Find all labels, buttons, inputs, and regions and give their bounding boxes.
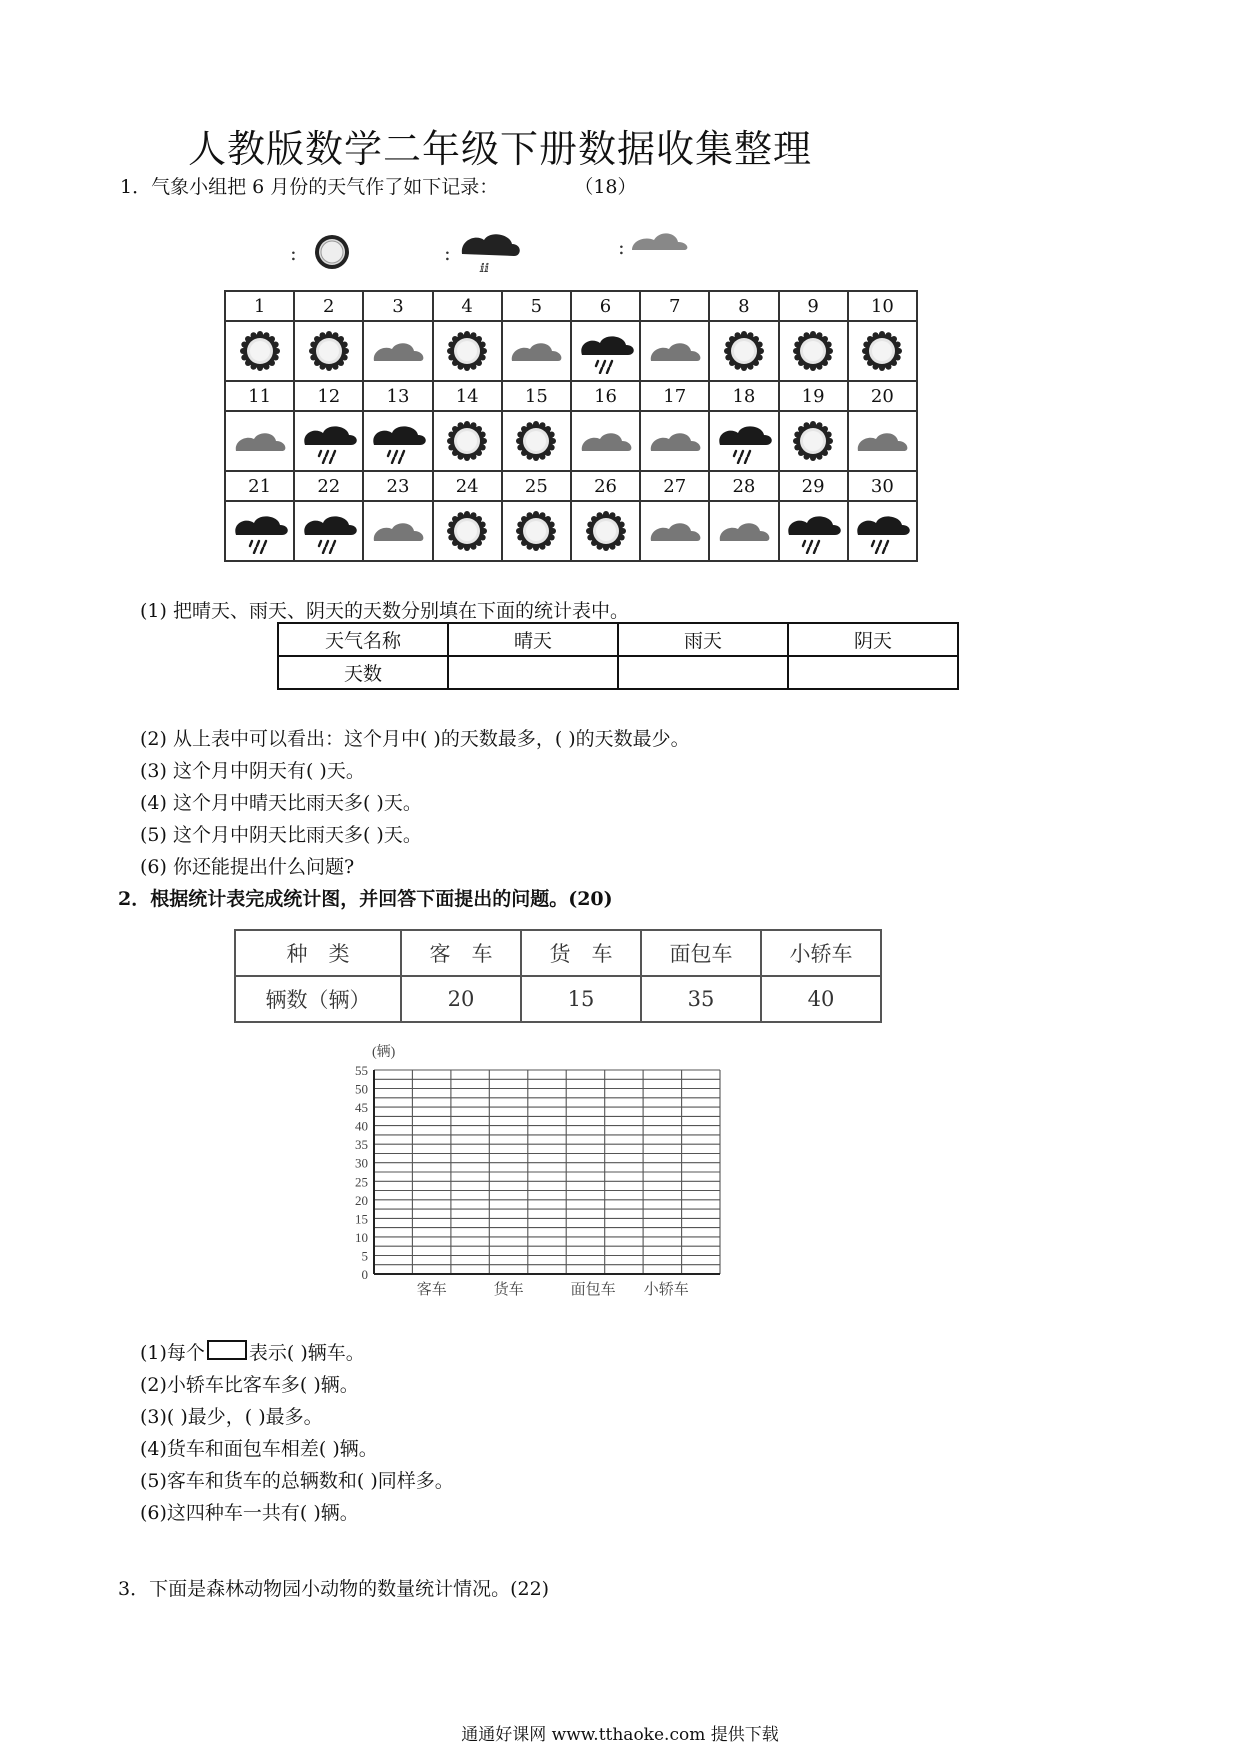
calendar-day-number: 21 xyxy=(225,471,294,501)
y-tick-label: 20 xyxy=(355,1192,368,1208)
y-tick-label: 55 xyxy=(355,1063,368,1078)
q1-sub3: (3) 这个月中阴天有( )天。 xyxy=(140,760,365,782)
calendar-day-number: 7 xyxy=(640,291,709,321)
calendar-day-number: 8 xyxy=(709,291,778,321)
sunny-icon xyxy=(290,235,349,269)
svg-text:ⅈⅈ: ⅈⅈ xyxy=(480,261,490,275)
q1-sub4: (4) 这个月中晴天比雨天多( )天。 xyxy=(140,792,422,814)
calendar-day-number: 9 xyxy=(779,291,848,321)
table-header-cell: 天气名称 xyxy=(278,623,448,656)
y-tick-label: 25 xyxy=(355,1174,368,1190)
footer-credit[interactable]: 通通好课网 www.tthaoke.com 提供下载 xyxy=(461,1725,779,1745)
table-header-row xyxy=(235,930,881,976)
calendar-day-row xyxy=(225,471,917,501)
calendar-day-number: 6 xyxy=(571,291,640,321)
cloudy-icon xyxy=(618,233,687,259)
calendar-day-number: 1 xyxy=(225,291,294,321)
calendar-day-number: 11 xyxy=(225,381,294,411)
q2-sub1 xyxy=(140,1338,365,1365)
calendar-day-number: 29 xyxy=(779,471,848,501)
sunny-icon xyxy=(439,418,495,464)
table-cell: 15 xyxy=(521,976,641,1022)
rainy-icon xyxy=(444,234,520,275)
weather-calendar xyxy=(224,290,918,562)
q2-sub1-prefix: (1)每个 xyxy=(140,1342,205,1364)
sunny-icon xyxy=(578,508,634,554)
cloudy-icon xyxy=(232,418,288,464)
calendar-day-number: 24 xyxy=(433,471,502,501)
cloudy-icon xyxy=(854,418,910,464)
cloudy-icon xyxy=(370,508,426,554)
answer-cell-sunny[interactable] xyxy=(448,656,618,689)
q1-sub6: (6) 你还能提出什么问题? xyxy=(140,856,355,878)
calendar-day-number: 28 xyxy=(709,471,778,501)
calendar-day-number: 23 xyxy=(363,471,432,501)
y-tick-label: 35 xyxy=(355,1137,368,1153)
sunny-icon xyxy=(716,328,772,374)
sunny-icon xyxy=(508,418,564,464)
calendar-day-number: 12 xyxy=(294,381,363,411)
rainy-icon xyxy=(301,418,357,464)
x-tick-label: 面包车 xyxy=(570,1282,616,1298)
calendar-weather-cell xyxy=(294,411,363,471)
table-header-cell: 阴天 xyxy=(788,623,958,656)
vehicle-stat-table xyxy=(234,929,882,1023)
svg-text::: : xyxy=(618,235,625,259)
q2-stem: 2．根据统计表完成统计图，并回答下面提出的问题。(20) xyxy=(118,888,613,910)
calendar-weather-cell xyxy=(225,321,294,381)
calendar-weather-row xyxy=(225,321,917,381)
sunny-icon xyxy=(785,418,841,464)
calendar-weather-cell xyxy=(433,411,502,471)
table-header-row xyxy=(278,623,958,656)
calendar-weather-cell xyxy=(502,321,571,381)
q1-sub1: (1) 把晴天、雨天、阴天的天数分别填在下面的统计表中。 xyxy=(140,600,629,622)
calendar-day-number: 25 xyxy=(502,471,571,501)
weather-legend xyxy=(290,226,710,276)
calendar-day-row xyxy=(225,381,917,411)
x-tick-label: 客车 xyxy=(416,1282,447,1298)
y-tick-label: 15 xyxy=(355,1211,368,1227)
calendar-weather-cell xyxy=(709,411,778,471)
calendar-weather-cell xyxy=(363,411,432,471)
q2-sub1-suffix: 表示( )辆车。 xyxy=(248,1342,365,1364)
calendar-weather-cell xyxy=(779,501,848,561)
table-header-cell: 种 类 xyxy=(235,930,401,976)
q2-sub4: (4)货车和面包车相差( )辆。 xyxy=(140,1438,378,1460)
rainy-icon xyxy=(370,418,426,464)
sunny-icon xyxy=(785,328,841,374)
table-header-cell: 货 车 xyxy=(521,930,641,976)
calendar-weather-cell xyxy=(571,321,640,381)
calendar-weather-cell xyxy=(709,321,778,381)
table-header-cell: 雨天 xyxy=(618,623,788,656)
calendar-weather-cell xyxy=(848,321,917,381)
y-tick-label: 45 xyxy=(355,1100,368,1116)
y-tick-label: 5 xyxy=(361,1248,368,1264)
q1-stem-text: 1．气象小组把 6 月份的天气作了如下记录： xyxy=(120,176,499,198)
calendar-day-number: 5 xyxy=(502,291,571,321)
calendar-weather-cell xyxy=(709,501,778,561)
calendar-weather-cell xyxy=(779,321,848,381)
q2-sub6: (6)这四种车一共有( )辆。 xyxy=(140,1502,359,1524)
calendar-weather-cell xyxy=(294,321,363,381)
calendar-weather-cell xyxy=(779,411,848,471)
calendar-weather-cell xyxy=(433,321,502,381)
table-row xyxy=(235,976,881,1022)
calendar-day-number: 4 xyxy=(433,291,502,321)
calendar-weather-cell xyxy=(363,501,432,561)
calendar-weather-cell xyxy=(640,411,709,471)
rainy-icon xyxy=(854,508,910,554)
svg-text::: : xyxy=(290,241,297,265)
calendar-weather-cell xyxy=(502,411,571,471)
cloudy-icon xyxy=(647,328,703,374)
calendar-weather-cell xyxy=(848,411,917,471)
y-tick-label: 50 xyxy=(355,1081,368,1097)
table-row xyxy=(278,656,958,689)
calendar-weather-cell xyxy=(433,501,502,561)
table-header-cell: 客 车 xyxy=(401,930,521,976)
calendar-weather-cell xyxy=(225,501,294,561)
table-row-label: 辆数（辆） xyxy=(235,976,401,1022)
calendar-day-number: 17 xyxy=(640,381,709,411)
sunny-icon xyxy=(232,328,288,374)
calendar-weather-cell xyxy=(640,321,709,381)
calendar-day-number: 22 xyxy=(294,471,363,501)
calendar-weather-cell xyxy=(363,321,432,381)
q2-sub2: (2)小轿车比客车多( )辆。 xyxy=(140,1374,359,1396)
sunny-icon xyxy=(301,328,357,374)
unit-rectangle-icon xyxy=(207,1340,247,1360)
calendar-weather-cell xyxy=(571,501,640,561)
q1-sub5: (5) 这个月中阴天比雨天多( )天。 xyxy=(140,824,422,846)
vehicle-bar-chart[interactable] xyxy=(320,1038,740,1298)
calendar-day-number: 18 xyxy=(709,381,778,411)
page-title: 人教版数学二年级下册数据收集整理 xyxy=(187,127,812,171)
cloudy-icon xyxy=(647,418,703,464)
table-header-cell: 面包车 xyxy=(641,930,761,976)
calendar-day-number: 3 xyxy=(363,291,432,321)
svg-text::: : xyxy=(444,241,451,265)
table-cell: 40 xyxy=(761,976,881,1022)
calendar-day-number: 2 xyxy=(294,291,363,321)
rainy-icon xyxy=(578,328,634,374)
q1-score: （18） xyxy=(574,176,637,198)
calendar-day-number: 20 xyxy=(848,381,917,411)
y-tick-label: 10 xyxy=(355,1229,368,1245)
table-header-cell: 小轿车 xyxy=(761,930,881,976)
y-axis-unit: (辆) xyxy=(372,1045,396,1060)
calendar-weather-cell xyxy=(848,501,917,561)
sunny-icon xyxy=(854,328,910,374)
y-tick-label: 0 xyxy=(361,1267,368,1282)
calendar-day-number: 30 xyxy=(848,471,917,501)
x-tick-label: 小轿车 xyxy=(643,1282,689,1298)
rainy-icon xyxy=(232,508,288,554)
cloudy-icon xyxy=(508,328,564,374)
q3-stem: 3．下面是森林动物园小动物的数量统计情况。(22) xyxy=(118,1578,550,1600)
q1-stem xyxy=(120,172,637,199)
calendar-weather-cell xyxy=(571,411,640,471)
sunny-icon xyxy=(439,328,495,374)
rainy-icon xyxy=(716,418,772,464)
calendar-day-number: 26 xyxy=(571,471,640,501)
rainy-icon xyxy=(785,508,841,554)
calendar-weather-cell xyxy=(294,501,363,561)
cloudy-icon xyxy=(647,508,703,554)
y-tick-label: 40 xyxy=(355,1118,368,1134)
calendar-weather-cell xyxy=(225,411,294,471)
table-cell: 20 xyxy=(401,976,521,1022)
calendar-day-number: 14 xyxy=(433,381,502,411)
sunny-icon xyxy=(508,508,564,554)
table-row-label: 天数 xyxy=(278,656,448,689)
calendar-day-number: 15 xyxy=(502,381,571,411)
q2-sub3: (3)( )最少，( )最多。 xyxy=(140,1406,323,1428)
rainy-icon xyxy=(301,508,357,554)
calendar-day-number: 10 xyxy=(848,291,917,321)
weather-stat-table xyxy=(277,622,959,690)
calendar-day-row xyxy=(225,291,917,321)
y-tick-label: 30 xyxy=(355,1155,368,1171)
calendar-day-number: 19 xyxy=(779,381,848,411)
q1-sub2: (2) 从上表中可以看出：这个月中( )的天数最多，( )的天数最少。 xyxy=(140,728,690,750)
calendar-weather-row xyxy=(225,501,917,561)
x-tick-label: 货车 xyxy=(493,1282,524,1298)
calendar-day-number: 16 xyxy=(571,381,640,411)
table-cell: 35 xyxy=(641,976,761,1022)
q2-sub5: (5)客车和货车的总辆数和( )同样多。 xyxy=(140,1470,454,1492)
calendar-day-number: 27 xyxy=(640,471,709,501)
cloudy-icon xyxy=(716,508,772,554)
sunny-icon xyxy=(439,508,495,554)
calendar-weather-cell xyxy=(502,501,571,561)
calendar-day-number: 13 xyxy=(363,381,432,411)
table-header-cell: 晴天 xyxy=(448,623,618,656)
answer-cell-rainy[interactable] xyxy=(618,656,788,689)
answer-cell-cloudy[interactable] xyxy=(788,656,958,689)
cloudy-icon xyxy=(370,328,426,374)
cloudy-icon xyxy=(578,418,634,464)
calendar-weather-row xyxy=(225,411,917,471)
calendar-weather-cell xyxy=(640,501,709,561)
